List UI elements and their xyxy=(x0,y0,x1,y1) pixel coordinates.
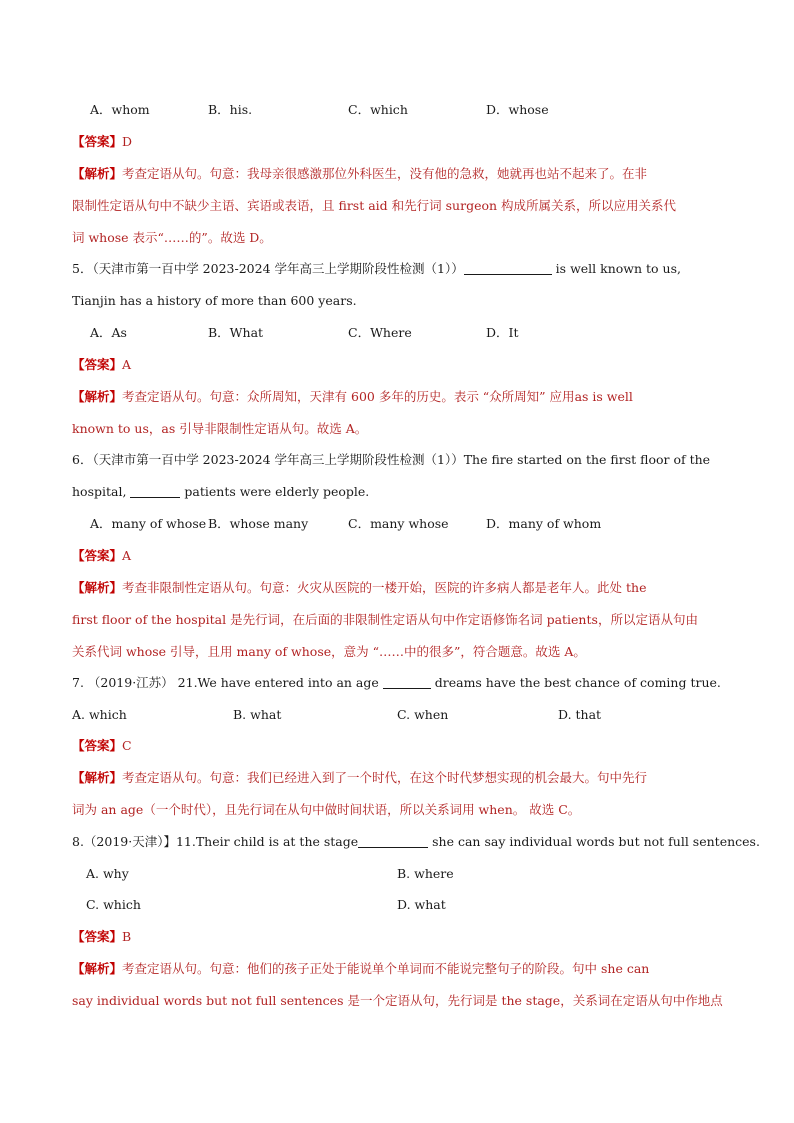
analysis-text: 构成所属关系，所以应用关系代 xyxy=(497,198,677,213)
q8-option-c: C. which xyxy=(86,897,141,912)
q7-option-c: C. when xyxy=(397,707,449,722)
q5-analysis-line-2 xyxy=(72,419,724,439)
question-text: patients were elderly people. xyxy=(180,484,370,499)
q5-option-c: C．Where xyxy=(348,325,412,340)
q4-option-a: A．whom xyxy=(90,102,150,117)
analysis-label: 【解析】 xyxy=(72,770,123,785)
q8-analysis-line-2 xyxy=(72,991,724,1011)
analysis-term: many of whose xyxy=(236,644,332,659)
analysis-term: whose xyxy=(125,644,167,659)
q6-option-c: C．many whose xyxy=(348,516,449,531)
analysis-text: 考查非限制性定语从句。句意：火灾从医院的一楼开始，医院的许多病人都是老年人。此处 xyxy=(122,580,626,595)
analysis-label: 【解析】 xyxy=(72,166,123,181)
q4-option-b: B．his. xyxy=(208,102,253,117)
analysis-text: 。 故选 C。 xyxy=(512,802,581,817)
analysis-term: say individual words but not full sentences xyxy=(72,993,344,1008)
analysis-text: 考查定语从句。句意：众所周知，天津有 600 多年的历史。表示 “众所周知” 应用 xyxy=(122,389,575,404)
analysis-term: she can xyxy=(601,961,650,976)
q7-analysis-line-2 xyxy=(72,800,724,820)
q8-option-d: D. what xyxy=(397,897,446,912)
q6-stem-line-1: 6．（天津市第一百中学 2023-2024 学年高三上学期阶段性检测（1））The fire started on the first floor of the xyxy=(72,452,711,467)
q5-stem-line-2: Tianjin has a history of more than 600 years. xyxy=(72,293,357,308)
analysis-text: 是一个定语从句，先行词是 xyxy=(343,993,502,1008)
q5-option-a: A．As xyxy=(90,325,127,340)
q7-analysis-line-1 xyxy=(72,768,724,788)
q4-analysis-line-2 xyxy=(72,196,724,216)
analysis-term: as is well xyxy=(574,389,633,404)
analysis-text: 引导，且用 xyxy=(166,644,237,659)
analysis-text: 关系代词 xyxy=(72,644,126,659)
q5-stem-line-1 xyxy=(72,259,724,279)
question-text: hospital, xyxy=(72,484,131,499)
answer-label: 【答案】 xyxy=(72,548,123,563)
answer-value: B xyxy=(122,929,132,944)
q4-analysis-line-1 xyxy=(72,164,724,184)
analysis-text: 考查定语从句。句意：我母亲很感激那位外科医生，没有他的急救，她就再也站不起来了。在非 xyxy=(122,166,648,181)
answer-value: A xyxy=(122,357,132,372)
analysis-label: 【解析】 xyxy=(72,580,123,595)
answer-value: A xyxy=(122,548,132,563)
q4-option-d: D．whose xyxy=(486,102,549,117)
q6-option-b: B．whose many xyxy=(208,516,309,531)
q5-answer xyxy=(72,355,724,375)
q7-option-d: D. that xyxy=(558,707,602,722)
analysis-term: when xyxy=(478,802,513,817)
analysis-text: ，意为 “……中的很多”，符合题意。故选 A。 xyxy=(331,644,586,659)
analysis-text: （一个时代），且先行词在从句中做时间状语，所以关系词用 xyxy=(143,802,479,817)
q7-answer xyxy=(72,736,724,756)
question-source: 5．（天津市第一百中学 2023-2024 学年高三上学期阶段性检测（1）） xyxy=(72,261,464,276)
analysis-term: the xyxy=(626,580,647,595)
analysis-label: 【解析】 xyxy=(72,961,123,976)
q7-option-b: B. what xyxy=(233,707,282,722)
answer-blank xyxy=(130,484,180,498)
q8-answer xyxy=(72,927,724,947)
analysis-text: 考查定语从句。句意：他们的孩子正处于能说单个单词而不能说完整句子的阶段。句中 xyxy=(122,961,601,976)
answer-value: C xyxy=(122,738,132,753)
question-text: dreams have the best chance of coming true. xyxy=(430,675,721,690)
q6-analysis-line-3 xyxy=(72,642,724,662)
analysis-label: 【解析】 xyxy=(72,389,123,404)
answer-label: 【答案】 xyxy=(72,357,123,372)
analysis-term: as xyxy=(161,421,176,436)
analysis-term: the stage xyxy=(501,993,561,1008)
q6-option-a: A．many of whose xyxy=(90,516,207,531)
analysis-term: patients xyxy=(546,612,598,627)
q6-stem-line-2 xyxy=(72,482,724,502)
question-text: she can say individual words but not full sentences. xyxy=(428,834,760,849)
q8-option-a: A. why xyxy=(86,866,129,881)
q7-option-a: A. which xyxy=(72,707,127,722)
analysis-term: first aid xyxy=(338,198,388,213)
q4-analysis-line-3: 词 whose 表示“……的”。故选 D。 xyxy=(72,230,272,245)
answer-value: D xyxy=(122,134,133,149)
q5-option-d: D．It xyxy=(486,325,519,340)
analysis-text: 引导非限制性定语从句。故选 A。 xyxy=(175,421,368,436)
q4-option-c: C．which xyxy=(348,102,408,117)
q7-stem xyxy=(72,673,724,693)
answer-label: 【答案】 xyxy=(72,134,123,149)
q5-analysis-line-1 xyxy=(72,387,724,407)
question-text: 8.（2019·天津）】11.Their child is at the stage xyxy=(72,834,359,849)
answer-label: 【答案】 xyxy=(72,929,123,944)
answer-blank xyxy=(383,675,431,689)
q8-stem xyxy=(72,832,760,852)
analysis-text: 和先行词 xyxy=(387,198,446,213)
analysis-text: ， xyxy=(148,421,162,436)
answer-blank xyxy=(464,261,552,275)
analysis-text: 词为 xyxy=(72,802,101,817)
answer-blank xyxy=(358,834,428,848)
analysis-term: surgeon xyxy=(445,198,498,213)
analysis-text: ，所以定语从句由 xyxy=(597,612,698,627)
analysis-text: ，关系词在定语从句中作地点 xyxy=(560,993,723,1008)
q5-option-b: B．What xyxy=(208,325,264,340)
q6-option-d: D．many of whom xyxy=(486,516,602,531)
analysis-term: known to us xyxy=(72,421,149,436)
q4-answer xyxy=(72,132,724,152)
analysis-text: 考查定语从句。句意：我们已经进入到了一个时代，在这个时代梦想实现的机会最大。句中先行 xyxy=(122,770,648,785)
q8-analysis-line-1 xyxy=(72,959,724,979)
analysis-term: an age xyxy=(100,802,144,817)
q8-option-b: B. where xyxy=(397,866,454,881)
q6-answer xyxy=(72,546,724,566)
analysis-text: 限制性定语从句中不缺少主语、宾语或表语，且 xyxy=(72,198,339,213)
question-text: is well known to us, xyxy=(551,261,681,276)
analysis-term: first floor of the hospital xyxy=(72,612,227,627)
answer-label: 【答案】 xyxy=(72,738,123,753)
q6-analysis-line-1 xyxy=(72,578,724,598)
question-text: 7. （2019·江苏） 21.We have entered into an age xyxy=(72,675,383,690)
q6-analysis-line-2 xyxy=(72,610,724,630)
analysis-text: 是先行词，在后面的非限制性定语从句中作定语修饰名词 xyxy=(226,612,547,627)
